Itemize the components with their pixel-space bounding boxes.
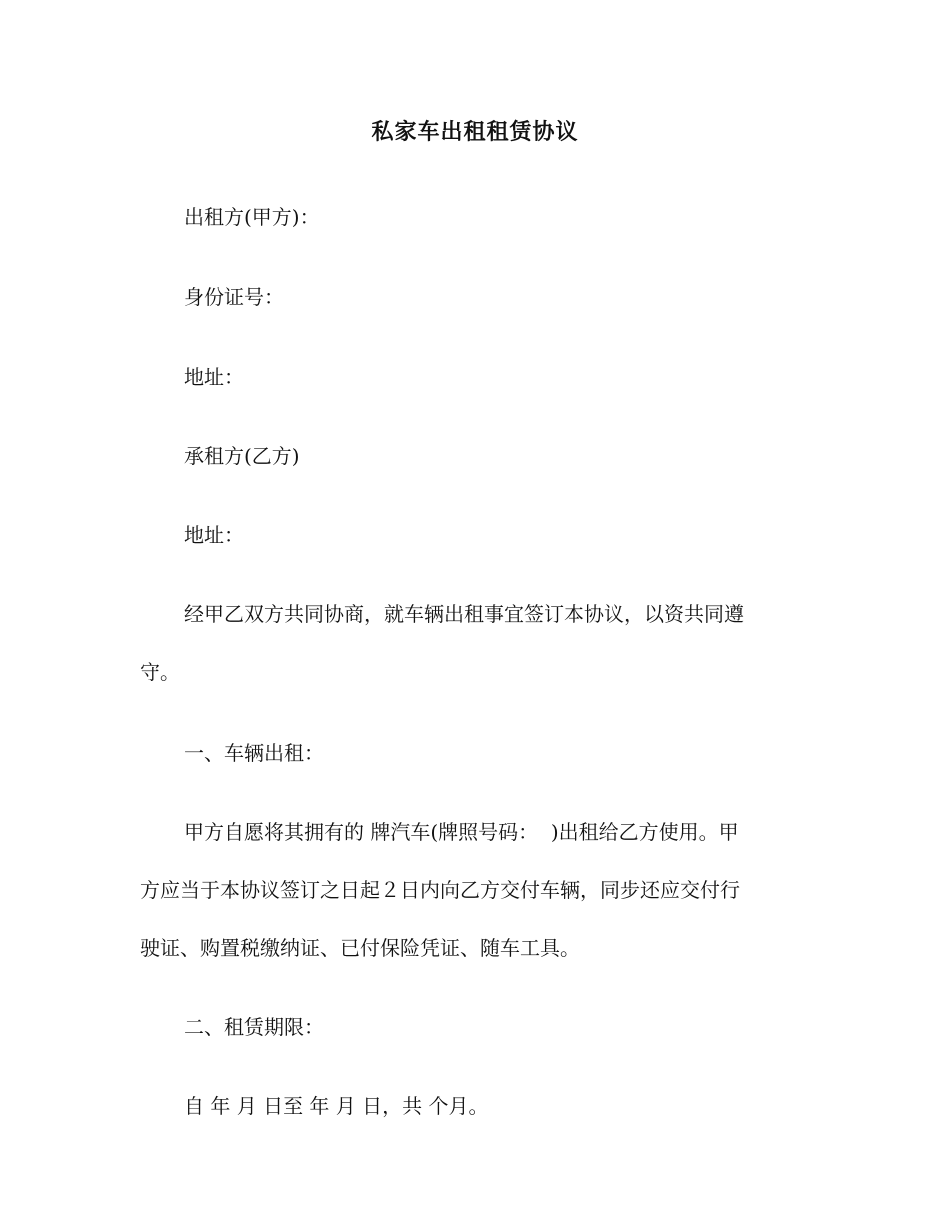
section1-line-1: 甲方自愿将其拥有的 牌汽车(牌照号码： )出租给乙方使用。甲 <box>184 820 739 844</box>
section1-line-2: 方应当于本协议签订之日起２日内向乙方交付车辆，同步还应交付行 <box>140 878 740 902</box>
id-number-label: 身份证号： <box>184 285 284 309</box>
section2-line-1: 自 年 月 日至 年 月 日，共 个月。 <box>184 1094 489 1118</box>
section2-heading: 二、租赁期限： <box>184 1015 324 1039</box>
preamble-line-2: 守。 <box>140 660 180 684</box>
lessor-label: 出租方(甲方)： <box>184 205 320 229</box>
lessee-address-label: 地址： <box>184 523 244 547</box>
preamble-line-1: 经甲乙双方共同协商，就车辆出租事宜签订本协议，以资共同遵 <box>184 602 744 626</box>
section1-line-3: 驶证、购置税缴纳证、已付保险凭证、随车工具。 <box>140 936 580 960</box>
lessor-address-label: 地址： <box>184 365 244 389</box>
document-title: 私家车出租租赁协议 <box>371 119 579 145</box>
section1-heading: 一、车辆出租： <box>184 741 324 765</box>
lessee-label: 承租方(乙方) <box>184 444 300 468</box>
